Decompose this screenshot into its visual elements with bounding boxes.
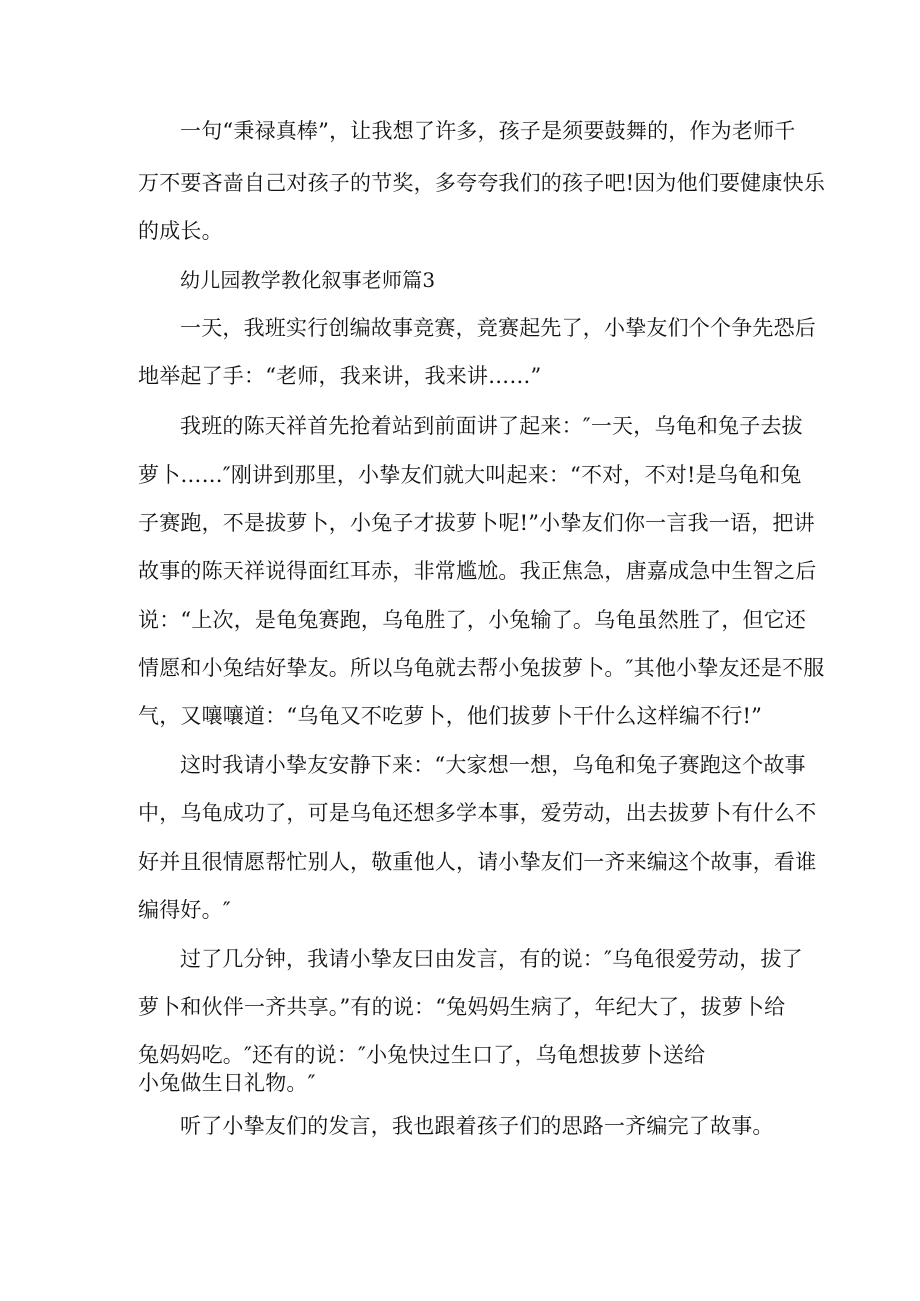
paragraph-line: 听了小挚友们的发言，我也跟着孩子们的思路一齐编完了故事。 — [180, 1114, 774, 1138]
paragraph-line: 一句“秉禄真棒”，让我想了许多，孩子是须要鼓舞的，作为老师千 — [180, 119, 796, 143]
paragraph-line: 好并且很情愿帮忙别人，敬重他人，请小挚友们一齐来编这个故事，看谁 — [138, 850, 817, 874]
paragraph-line: 气，又嚷嚷道：“乌龟又不吃萝卜，他们拔萝卜干什么这样编不行!” — [138, 704, 763, 728]
paragraph-line: 的成长。 — [138, 219, 223, 243]
paragraph-line: 萝卜和伙伴一齐共享。”有的说：“兔妈妈生病了，年纪大了，拔萝卜给 — [138, 995, 786, 1019]
paragraph-line: 编得好。″ — [138, 898, 231, 922]
paragraph-line: 万不要吝啬自己对孩子的节奖，多夸夸我们的孩子吧!因为他们要健康快乐 — [138, 171, 826, 195]
paragraph-line: 地举起了手：“老师，我来讲，我来讲……” — [138, 364, 542, 388]
paragraph-line: 子赛跑，不是拔萝卜，小兔子才拔萝卜呢!”小挚友们你一言我一语，把讲 — [138, 511, 815, 535]
section-heading: 幼儿园教学教化叙事老师篇3 — [180, 268, 436, 292]
paragraph-line: 说：“上次，是龟兔赛跑，乌龟胜了，小兔输了。乌龟虽然胜了，但它还 — [138, 608, 807, 632]
paragraph-line: 情愿和小兔结好挚友。所以乌龟就去帮小兔拔萝卜。″其他小挚友还是不服 — [138, 656, 825, 680]
paragraph-line: 过了几分钟，我请小挚友曰由发言，有的说：″乌龟很爱劳动，拔了 — [180, 947, 803, 971]
paragraph-line: 小兔做生日礼物。″ — [138, 1071, 316, 1095]
paragraph-line: 这时我请小挚友安静下来：“大家想一想，乌龟和兔子赛跑这个故事 — [180, 753, 806, 777]
paragraph-line: 我班的陈天祥首先抢着站到前面讲了起来：″一天，乌龟和兔子去拔 — [180, 414, 803, 438]
paragraph-line: 一天，我班实行创编故事竞赛，竞赛起先了，小挚友们个个争先恐后 — [180, 316, 816, 340]
paragraph-line: 故事的陈天祥说得面红耳赤，非常尴尬。我正焦急，唐嘉成急中生智之后 — [138, 559, 817, 583]
paragraph-line: 萝卜……″刚讲到那里，小挚友们就大叫起来：“不对，不对!是乌龟和兔 — [138, 463, 802, 487]
paragraph-line: 兔妈妈吃。″还有的说：″小兔快过生口了，乌龟想拔萝卜送给 — [138, 1043, 706, 1067]
paragraph-line: 中，乌龟成功了，可是乌龟还想多学本事，爱劳动，出去拔萝卜有什么不 — [138, 801, 817, 825]
